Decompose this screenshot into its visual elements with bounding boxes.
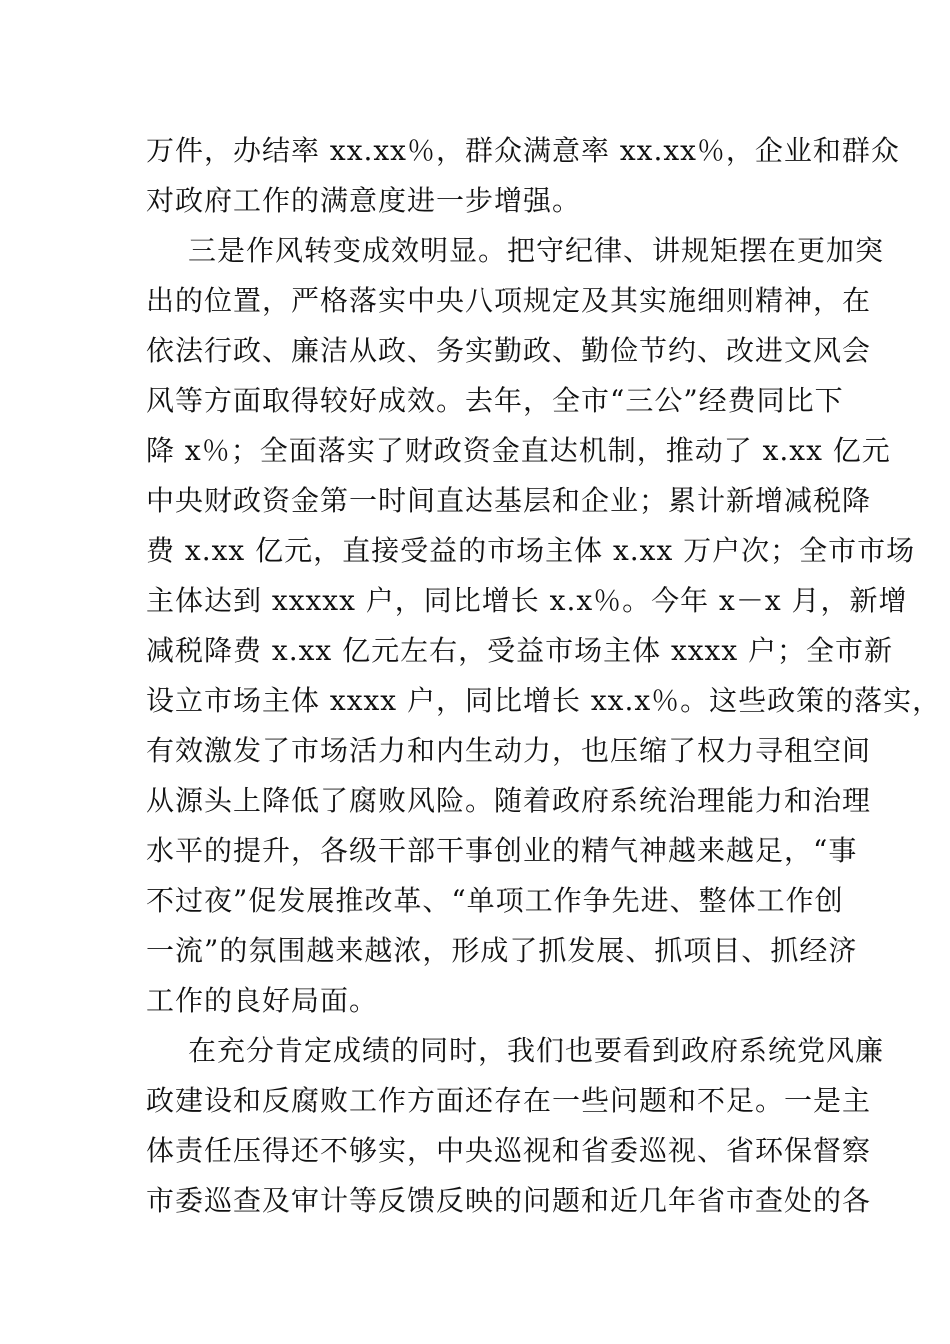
text-line: 体责任压得还不够实，中央巡视和省委巡视、省环保督察 [146, 1134, 872, 1167]
text-line: 中央财政资金第一时间直达基层和企业；累计新增减税降 [146, 484, 872, 517]
text-line: 出的位置，严格落实中央八项规定及其实施细则精神，在 [146, 284, 872, 317]
text-line: 三是作风转变成效明显。把守纪律、讲规矩摆在更加突 [188, 234, 885, 267]
text-line: 万件，办结率 xx.xx％，群众满意率 xx.xx％，企业和群众 [146, 134, 900, 167]
text-line: 对政府工作的满意度进一步增强。 [146, 184, 582, 217]
text-line: 政建设和反腐败工作方面还存在一些问题和不足。一是主 [146, 1084, 872, 1117]
text-line: 水平的提升，各级干部干事创业的精气神越来越足，“事 [146, 834, 858, 867]
paragraph-3 [146, 1026, 885, 1226]
paragraph-2 [146, 226, 942, 1026]
document-body [146, 126, 942, 1226]
text-line: 一流”的氛围越来越浓，形成了抓发展、抓项目、抓经济 [146, 934, 858, 967]
text-line: 减税降费 x.xx 亿元左右，受益市场主体 xxxx 户；全市新 [146, 634, 894, 667]
text-line: 设立市场主体 xxxx 户，同比增长 xx.x％。这些政策的落实， [146, 684, 942, 717]
text-line: 工作的良好局面。 [146, 984, 379, 1017]
text-line: 依法行政、廉洁从政、务实勤政、勤俭节约、改进文风会 [146, 334, 872, 367]
text-line: 不过夜”促发展推改革、“单项工作争先进、整体工作创 [146, 884, 844, 917]
paragraph-1 [146, 126, 900, 226]
text-line: 降 x％；全面落实了财政资金直达机制，推动了 x.xx 亿元 [146, 434, 891, 467]
text-line: 市委巡查及审计等反馈反映的问题和近几年省市查处的各 [146, 1184, 872, 1217]
text-line: 从源头上降低了腐败风险。随着政府系统治理能力和治理 [146, 784, 872, 817]
text-line: 有效激发了市场活力和内生动力，也压缩了权力寻租空间 [146, 734, 872, 767]
text-line: 主体达到 xxxxx 户，同比增长 x.x％。今年 x－x 月，新增 [146, 584, 908, 617]
text-line: 风等方面取得较好成效。去年，全市“三公”经费同比下 [146, 384, 844, 417]
text-line: 在充分肯定成绩的同时，我们也要看到政府系统党风廉 [188, 1034, 885, 1067]
text-line: 费 x.xx 亿元，直接受益的市场主体 x.xx 万户次；全市市场 [146, 534, 916, 567]
